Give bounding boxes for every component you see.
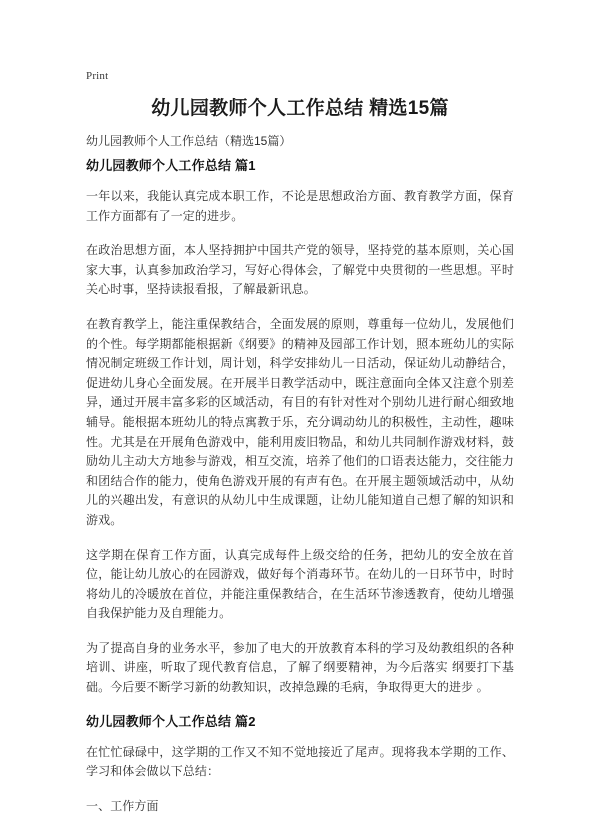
document-subtitle: 幼儿园教师个人工作总结（精选15篇） (86, 134, 292, 148)
paragraph: 为了提高自身的业务水平，参加了电大的开放教育本科的学习及幼教组织的各种培训、讲座，听取了现代教育信息，了解了纲要精神，为今后落实 纲要打下基础。今后要不断学习新的幼教知识，改掉急躁的毛病，争取得更大的进步 。 (86, 640, 514, 695)
section-heading-1: 幼儿园教师个人工作总结 篇1 (86, 158, 256, 173)
paragraph: 这学期在保育工作方面，认真完成每件上级交给的任务，把幼儿的安全放在首位，能让幼儿放心的在园游戏，做好每个消毒环节。在幼儿的一日环节中，时时将幼儿的冷暖放在首位，并能注重保教结合，在生活环节渗透教育，使幼儿增强自我保护能力及自理能力。 (86, 547, 514, 621)
paragraph: 在教育教学上，能注重保教结合，全面发展的原则，尊重每一位幼儿，发展他们的个性。每学期都能根据新《纲要》的精神及园部工作计划，照本班幼儿的实际情况制定班级工作计划，周计划，科学安排幼儿一日活动，保证幼儿动静结合，促进幼儿身心全面发展。在开展半日教学活动中，既注意面向全体又注意个别差异，通过开展丰富多彩的区域活动，有目的有针对性对个别幼儿进行耐心细致地辅导。能根据本班幼儿的特点寓教于乐，充分调动幼儿的积极性，主动性，趣味性。尤其是在开展角色游戏中，能利用废旧物品，和幼儿共同制作游戏材料，鼓励幼儿主动大方地参与游戏，相互交流，培养了他们的口语表达能力，交往能力和团结合作的能力，使角色游戏开展的有声有色。在开展主题领域活动中，从幼儿的兴趣出发，有意识的从幼儿中生成课题，让幼儿能知道自己想了解的知识和游戏。 (86, 316, 514, 527)
print-link[interactable]: Print (86, 70, 109, 82)
paragraph: 一、工作方面 (86, 798, 159, 813)
page-title: 幼儿园教师个人工作总结 精选15篇 (151, 98, 449, 119)
section-heading-2: 幼儿园教师个人工作总结 篇2 (86, 713, 256, 729)
paragraph: 在政治思想方面，本人坚持拥护中国共产党的领导，坚持党的基本原则，关心国家大事，认真参加政治学习，写好心得体会，了解党中央贯彻的一些思想。平时关心时事，坚持读报看报，了解最新讯息。 (86, 243, 514, 297)
document-body (86, 156, 514, 831)
paragraph: 在忙忙碌碌中，这学期的工作又不知不觉地接近了尾声。现将我本学期的工作、学习和体会做以下总结： (86, 744, 514, 779)
paragraph: 一年以来，我能认真完成本职工作，不论是思想政治方面、教育教学方面，保育工作方面都有了一定的进步。 (86, 189, 514, 223)
